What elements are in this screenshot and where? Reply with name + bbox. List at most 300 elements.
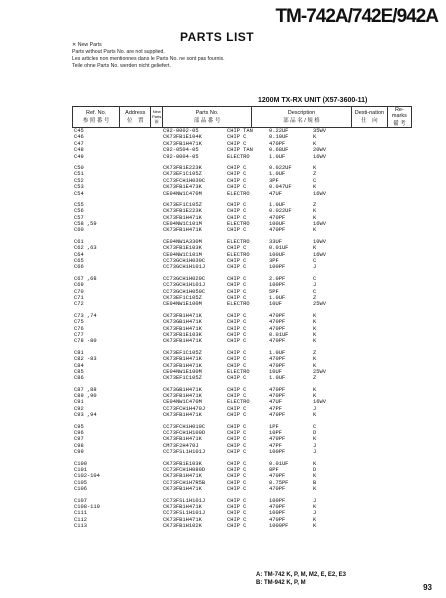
table-cell: 470PF [269,319,286,326]
table-cell: CHIP C [227,460,247,467]
table-cell: C [313,275,317,282]
table-cell: K [313,208,317,215]
parts-group [72,202,412,234]
table-cell: CHIP C [227,140,247,147]
table-cell: CM73F2H470J [163,442,199,449]
table-cell: C112 [74,516,87,523]
table-cell: 47UF [269,399,282,406]
table-cell: CK73FB1E223K [163,208,202,215]
table-cell: 16WV [313,251,326,258]
table-cell: K [313,134,317,141]
table-cell: 0.01UF [269,460,289,467]
parts-group [72,424,412,456]
table-cell: C78 -80 [74,338,97,345]
table-cell: CHIP C [227,184,247,191]
parts-group [72,128,412,160]
table-row [72,154,412,160]
table-cell: C60 [74,227,84,234]
table-row [72,191,412,197]
table-cell: CK73GB1H471K [163,386,202,393]
table-cell: CC73GCH1H101J [163,282,206,289]
table-cell: CE04NW1C101M [163,251,202,258]
table-cell: 10UF [269,368,282,375]
table-cell: J [313,510,317,517]
table-cell: CE04NW1C470M [163,190,202,197]
header-desc: Description 部 品 名 / 規 格 [251,107,351,128]
table-cell: K [313,386,317,393]
table-cell: ELECTRO [227,221,250,228]
table-cell: CK73FB1H471K [163,393,202,400]
table-cell [114,486,140,492]
table-cell: CHIP C [227,436,247,443]
table-cell: C [313,258,317,265]
table-cell: CHIP C [227,325,247,332]
table-cell: C45 [74,128,84,134]
table-cell: J [313,442,317,449]
table-cell: CK73FB1E103K [163,331,202,338]
table-cell: 3PF [269,177,279,184]
table-cell: CK73EF1C105Z [163,375,202,382]
table-cell [140,154,147,160]
table-cell: 470PF [269,214,286,221]
table-cell: 47PF [269,442,282,449]
table-cell: 2.0PF [269,275,286,282]
table-cell: 100PF [269,449,286,456]
table-cell: 470PF [269,386,286,393]
table-cell: CK73FB1H471K [163,214,202,221]
table-cell: CHIP C [227,486,247,493]
table-cell: C111 [74,510,87,517]
table-cell: D [313,430,317,437]
table-cell: 0.68UF [269,147,289,154]
table-cell: CHIP C [227,177,247,184]
table-cell: ELECTRO [227,251,250,258]
table-cell: CC73FSL1H101J [163,497,206,504]
table-cell: CC73GCH1H050C [163,288,206,295]
table-cell: C52 [74,177,84,184]
table-cell: C91 [74,399,84,406]
table-cell: K [313,516,317,523]
table-cell: CHIP C [227,449,247,456]
table-cell: J [313,449,317,456]
table-cell: CHIP C [227,331,247,338]
footnote-b: B: TM-942 K, P, M [256,580,306,586]
table-cell: K [313,338,317,345]
table-cell: 16WV [313,221,326,228]
table-cell: J [313,264,317,271]
table-cell: C81 [74,349,84,356]
table-cell [114,449,140,455]
table-cell: C56 [74,208,84,215]
table-cell: C77 [74,331,84,338]
table-cell: CHIP C [227,516,247,523]
table-cell: C89 ,90 [74,393,97,400]
table-cell: CE04NW1C101M [163,221,202,228]
table-cell: CHIP C [227,164,247,171]
table-cell: C70 [74,288,84,295]
table-cell: CE04NW1E100M [163,368,202,375]
table-cell: K [313,319,317,326]
table-cell: C53 [74,184,84,191]
table-cell: CHIP C [227,386,247,393]
table-row [72,264,412,270]
table-cell: 16WV [313,153,326,160]
table-cell: CHIP TAN [227,147,253,154]
table-cell: CC73GCH1H030C [163,258,206,265]
table-cell: CC73FCH1H010C [163,423,206,430]
table-cell: CHIP TAN [227,128,253,134]
table-cell: 3PF [269,258,279,265]
table-cell: C [313,423,317,430]
table-cell: C76 [74,325,84,332]
table-cell: C106 [74,486,87,493]
unit-title: 1200M TX-RX UNIT (X57-3600-11) [258,97,368,104]
table-cell: CHIP C [227,412,247,419]
table-cell: C87 ,88 [74,386,97,393]
table-cell: CHIP C [227,134,247,141]
table-cell: CK73FB1H471K [163,503,202,510]
notes [72,42,225,70]
table-cell [140,449,147,455]
table-cell: 100PF [269,282,286,289]
table-cell: CK73EF1C105Z [163,171,202,178]
table-cell: 100PF [269,497,286,504]
table-cell: 20WV [313,147,326,154]
table-cell: C75 [74,319,84,326]
note-line: Les articles non mentionnes dans le Parts No. ne sont pas fournis. [72,56,225,62]
table-cell: CHIP C [227,294,247,301]
table-cell: C54 [74,190,84,197]
header-new: New Parts 新 [151,107,163,128]
table-cell [140,264,147,270]
table-cell: C99 [74,449,84,456]
table-cell: CHIP C [227,466,247,473]
table-cell: 10WV [313,238,326,245]
table-cell: C105 [74,479,87,486]
table-cell: C61 [74,238,84,245]
table-cell: C86 [74,375,84,382]
parts-group [72,313,412,345]
table-cell: C92-0002-05 [163,128,199,134]
table-cell: C102-104 [74,473,100,480]
table-cell: CHIP C [227,319,247,326]
parts-group [72,461,412,493]
table-cell: 470PF [269,473,286,480]
table-cell: C65 [74,258,84,265]
table-cell: J [313,497,317,504]
table-cell: C97 [74,436,84,443]
table-cell: CK73FB1H471K [163,140,202,147]
table-cell: CHIP C [227,258,247,265]
table-row [72,338,412,344]
table-cell: CHIP C [227,288,247,295]
table-cell: K [313,486,317,493]
table-cell: 100UF [269,251,286,258]
note-line: Parts without Parts No. are not supplied. [72,49,165,55]
table-row [72,227,412,233]
table-cell: 0.10UF [269,134,289,141]
table-cell: C92-0004-05 [163,153,199,160]
table-cell: ELECTRO [227,153,250,160]
table-cell: CK73FB1E104K [163,134,202,141]
table-cell: CK73GB1H471K [163,319,202,326]
table-cell: C107 [74,497,87,504]
table-cell: 0.022UF [269,164,292,171]
table-cell: CHIP C [227,423,247,430]
table-cell: C51 [74,171,84,178]
table-cell: C49 [74,153,84,160]
table-cell: CK73FB1H471K [163,312,202,319]
table-cell: CK73EF1C105Z [163,201,202,208]
table-cell: ELECTRO [227,399,250,406]
table-cell: K [313,436,317,443]
table-cell: K [313,164,317,171]
table-cell [114,412,140,418]
table-cell: K [313,325,317,332]
table-cell [140,227,147,233]
table-cell [114,301,140,307]
table-row [72,486,412,492]
table-cell: 1.0UF [269,171,286,178]
table-cell: 470PF [269,412,286,419]
table-cell: CHIP C [227,312,247,319]
table-cell: J [313,282,317,289]
table-cell: K [313,393,317,400]
table-cell: CHIP C [227,442,247,449]
table-cell: CHIP C [227,430,247,437]
table-cell: 33UF [269,238,282,245]
table-row [72,375,412,381]
table-cell: K [313,503,317,510]
table-cell: C47 [74,140,84,147]
table-cell: CC73FSL1H101J [163,449,206,456]
table-cell: 0.75PF [269,479,289,486]
table-cell: 0.01UF [269,245,289,252]
table-cell: 10PF [269,430,282,437]
table-cell: B [313,479,317,486]
table-row [72,412,412,418]
table-cell: C [313,288,317,295]
table-cell [140,301,147,307]
table-cell: CE04NW1A330M [163,238,202,245]
table-cell: C67 ,68 [74,275,97,282]
table-cell: K [313,356,317,363]
table-cell: C58 ,59 [74,221,97,228]
table-cell [114,523,140,529]
table-cell: C92-0504-05 [163,147,199,154]
table-cell: 0.047UF [269,184,292,191]
table-cell [140,412,147,418]
table-cell: 100UF [269,221,286,228]
table-cell: C66 [74,264,84,271]
table-row [72,523,412,529]
table-cell: CC73FCH1H7R5B [163,479,206,486]
table-cell: Z [313,201,317,208]
parts-list-body [72,128,412,534]
table-cell: C55 [74,201,84,208]
table-cell: CK73FB1H471K [163,325,202,332]
table-cell: CHIP C [227,264,247,271]
table-cell: C113 [74,523,87,530]
table-cell: 470PF [269,436,286,443]
table-cell: C101 [74,466,87,473]
table-cell: ELECTRO [227,301,250,308]
table-cell: 8PF [269,466,279,473]
table-cell: CK73FB1H471K [163,362,202,369]
parts-group [72,276,412,308]
table-cell: 470PF [269,486,286,493]
table-cell: C50 [74,164,84,171]
table-cell: C100 [74,460,87,467]
table-cell: CK73FB1H471K [163,516,202,523]
table-cell: CHIP C [227,523,247,530]
table-cell: CC73FCH1H030C [163,177,206,184]
table-cell: CK73FB1H471K [163,473,202,480]
table-cell: 0.022UF [269,208,292,215]
table-cell: ELECTRO [227,238,250,245]
parts-group [72,498,412,530]
table-cell: CC73FCH1H470J [163,405,206,412]
table-cell: CC73GCH1H101J [163,264,206,271]
table-cell: 470PF [269,227,286,234]
table-cell: CHIP C [227,245,247,252]
table-row [72,449,412,455]
table-cell: 470PF [269,140,286,147]
table-cell: C69 [74,282,84,289]
table-cell: CHIP C [227,275,247,282]
table-cell [140,523,147,529]
table-cell: CHIP C [227,375,247,382]
table-cell: 16WV [313,399,326,406]
table-cell: C92 [74,405,84,412]
table-cell: K [313,214,317,221]
table-cell: K [313,245,317,252]
table-header [72,106,412,128]
table-cell: CHIP C [227,208,247,215]
table-cell: C96 [74,430,84,437]
table-cell: CK73FB1H471K [163,227,202,234]
table-cell [114,375,140,381]
table-cell: 1.0UF [269,201,286,208]
parts-group [72,387,412,419]
table-cell: CHIP C [227,214,247,221]
table-cell: C64 [74,251,84,258]
table-cell: CK73FB1H471K [163,356,202,363]
table-cell [114,191,140,197]
table-cell: CE04NW1C470M [163,399,202,406]
table-cell: 470PF [269,516,286,523]
note-line: ✕ New Parts [72,42,102,48]
table-cell: 0.22UF [269,128,289,134]
table-cell: CHIP C [227,473,247,480]
table-cell [140,338,147,344]
parts-group [72,239,412,271]
table-cell: CE04NW1E100M [163,301,202,308]
table-cell: CHIP C [227,393,247,400]
table-cell [140,375,147,381]
table-cell [114,264,140,270]
table-cell: CHIP C [227,201,247,208]
parts-group [72,350,412,382]
table-cell: CHIP C [227,497,247,504]
table-cell: 25WV [313,368,326,375]
table-cell: CK73FB1E223K [163,164,202,171]
table-cell: 1.0UF [269,153,286,160]
table-cell: CHIP C [227,405,247,412]
table-cell: CC73FCH1H100D [163,430,206,437]
table-cell: 1.0UF [269,294,286,301]
table-cell: ELECTRO [227,190,250,197]
header-address: Address 位 置 [120,107,151,128]
table-cell [114,338,140,344]
table-cell: 100PF [269,510,286,517]
table-cell: C [313,177,317,184]
table-cell: ELECTRO [227,368,250,375]
table-cell: CHIP C [227,503,247,510]
table-cell: K [313,312,317,319]
table-cell: CHIP C [227,338,247,345]
page-title: PARTS LIST [180,30,255,44]
page-number: 93 [423,583,432,592]
table-cell: CHIP C [227,510,247,517]
table-cell: K [313,331,317,338]
table-cell: CHIP C [227,479,247,486]
table-cell: CHIP C [227,227,247,234]
table-cell: 35WV [313,128,326,134]
parts-group [72,165,412,197]
table-cell: C84 [74,362,84,369]
table-cell: 1PF [269,423,279,430]
table-cell [114,227,140,233]
table-cell: 10UF [269,301,282,308]
table-cell: 25WV [313,301,326,308]
table-cell: K [313,460,317,467]
footnotes [256,571,346,587]
table-cell: 470PF [269,325,286,332]
table-cell: 100PF [269,264,286,271]
note-line: Teile ohne Parts No. werden nicht geliefert. [72,63,171,69]
table-cell: CK73FB1H471K [163,486,202,493]
header-remarks: Re-marks 備 考 [387,107,411,128]
table-cell: 47UF [269,190,282,197]
table-cell: CHIP C [227,349,247,356]
table-cell: K [313,473,317,480]
header-dest: Desti-nation 仕 向 [352,107,388,128]
table-cell: 1.0UF [269,375,286,382]
table-cell: 470PF [269,356,286,363]
table-cell: 5PF [269,288,279,295]
table-cell: CK73FB1H102K [163,523,202,530]
header-ref: Ref. No. 参 照 番 号 [73,107,120,128]
table-cell: K [313,140,317,147]
table-cell: 1000PF [269,523,289,530]
table-cell: CK73FB1E473K [163,184,202,191]
table-cell: C93 ,94 [74,412,97,419]
table-cell: C57 [74,214,84,221]
table-cell: 470PF [269,393,286,400]
table-cell [114,154,140,160]
table-cell: J [313,405,317,412]
table-cell: C98 [74,442,84,449]
table-row [72,301,412,307]
table-cell: 470PF [269,338,286,345]
table-cell: CHIP C [227,171,247,178]
footnote-a: A: TM-742 K, P, M, M2, E, E2, E3 [256,572,346,578]
table-cell: CK73EF1C105Z [163,294,202,301]
table-cell: 470PF [269,312,286,319]
table-cell: CC73FSL1H101J [163,510,206,517]
table-cell: K [313,523,317,530]
